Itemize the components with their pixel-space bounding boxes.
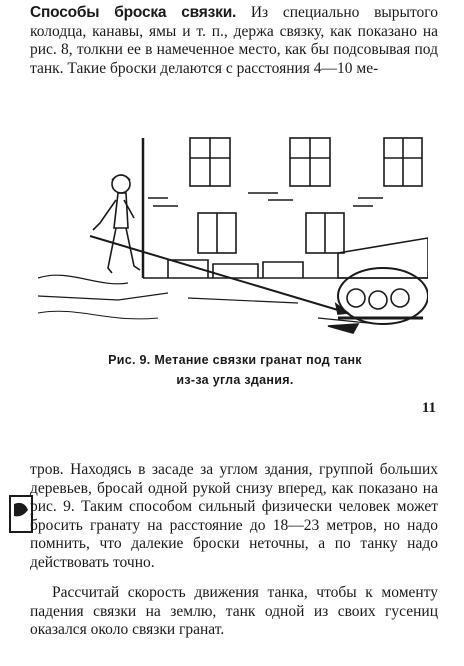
caption-line-2: из-за угла здания. — [176, 373, 294, 387]
figure-caption — [40, 350, 430, 390]
page-break — [0, 438, 464, 450]
illustration-grenade-throw — [38, 128, 428, 340]
page-number: 11 — [421, 400, 436, 416]
paragraph-text: Из специально вырытого колодца, канавы, ямы и т. п., держа связку, как показано на рис. 8, толкни ее в намеченное место, как бы подсовывая под танк. Такие броски делаются с расстояния 4—10 ме- — [30, 4, 439, 77]
paragraph-throwing-methods — [30, 4, 438, 78]
paragraph-continuation: тров. Находясь в засаде за углом здания, группой больших деревьев, бросай одной рукой снизу вперед, как показано на рис. 9. Таким способом сильный физически человек может бросить гранату на расстояние до 18—23 метров, но надо помнить, что далекие броски неточны, а по танку надо действовать точно. — [30, 461, 438, 571]
section-heading: Способы броска связки. — [30, 4, 237, 21]
caption-line-1: Рис. 9. Метание связки гранат под танк — [108, 353, 362, 367]
paragraph-timing: Рассчитай скорость движения танка, чтобы к моменту падения связки на землю, танк одной из своих гусениц оказался около связки гранат. — [30, 584, 438, 639]
